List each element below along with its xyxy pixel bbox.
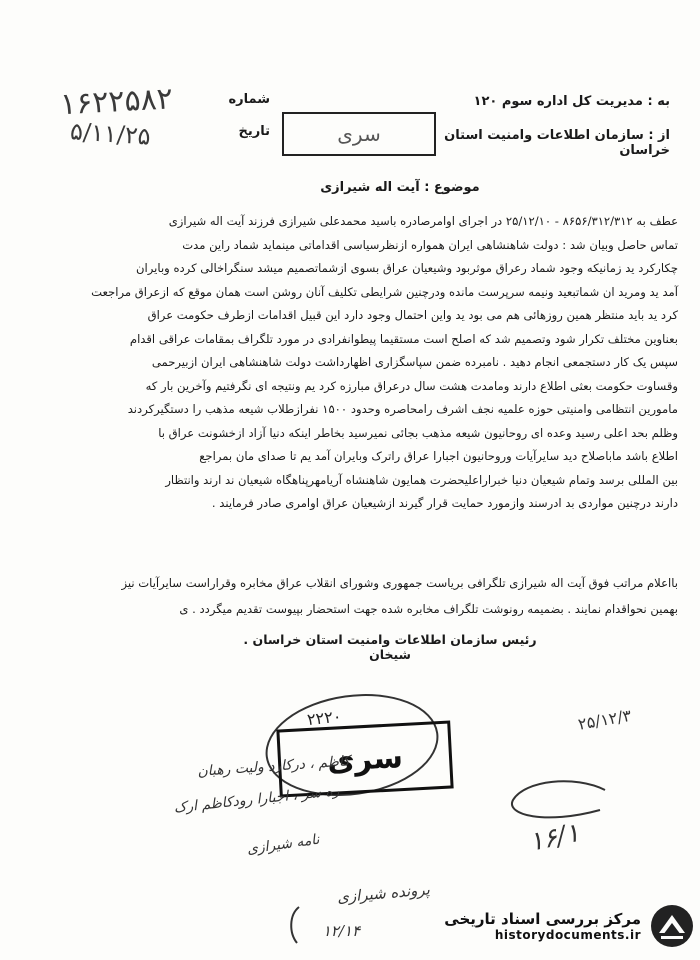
number-label: شماره	[228, 92, 270, 107]
handwritten-scribble-icon	[505, 770, 615, 830]
handwritten-mark-icon	[285, 905, 309, 945]
book-emblem-icon	[649, 903, 695, 949]
body-line: کرد ید باید منتظر همین روزهائی هم می بود ید واین احتمال وجود دارد این قبیل اقدامات ازطرف حکومت عراق	[147, 308, 678, 322]
body-line: تماس حاصل وبیان شد : دولت شاهنشاهی ایران همواره ازنظرسیاسی اقداماتی مینماید شماد راین مدت	[182, 237, 678, 252]
body-line: بعناوین مختلف تکرار شود وتصمیم شد که اصلح است مستقیما پیطوانفرادی در مورد تلگراف بمقامات عراقی اقدام	[129, 331, 678, 346]
handwritten-note: کاظم ، درکارد ولیت رهبان	[196, 753, 351, 780]
letter-closing	[22, 570, 678, 622]
body-line: سپس یک کار دستجمعی انجام دهید . نامبرده ضمن سپاسگزاری اظهارداشت دولت شاهنشاهی ایران ازبیرحمی	[151, 355, 678, 369]
classification-box: سری	[282, 112, 436, 156]
body-line: اطلاع باشد ماباصلاح دید سایرآیات وروحانیون اجبارا عراق راترک وبایران آمد یم تا صدای مان بمراجع	[199, 449, 678, 463]
body-line: دارند درچنین مواردی بد ادرسند وازمورد حمایت قرار گیرند ازشیعیان عراق اوامری صادر فرمایند .	[211, 496, 678, 510]
archive-watermark	[430, 898, 695, 954]
body-line: وقساوت حکومت بعثی اطلاع دارند ومامدت هشت سال درعراق مبارزه کرد یم ونتیجه ای نگرفتیم وآخرین بار که	[145, 378, 678, 393]
handwritten-note: نامه شیرازی	[245, 831, 321, 858]
signature-line: رئیس سازمان اطلاعات وامنیت استان خراسان . شیخان	[243, 632, 537, 662]
letter-body	[22, 210, 678, 516]
body-line: مامورین انتظامی وامنیتی حوزه علمیه نجف اشرف رامحاصره وحدود ۱۵۰۰ نفرازطلاب شیعه مذهب را دستگیرکردند	[127, 402, 678, 416]
handwritten-note: ۱۶/۱	[526, 818, 583, 858]
handwritten-document-date: ۵/۱۱/۲۵	[69, 117, 152, 151]
handwritten-date: ۲۵/۱۲/۳	[576, 705, 633, 734]
body-line: بین المللی برسد وتمام شیعیان دنیا خبراراعلیحضرت همایون شاهنشاه آریامهرپناهگاه شیعیان ند ارند وانتظار	[165, 472, 678, 487]
watermark-url: historydocuments.ir	[494, 928, 641, 942]
recipient-line: به : مدیریت کل اداره سوم ۱۲۰	[473, 94, 670, 109]
handwritten-note: ره سر ، اجبارا رودکاظم ارک	[173, 783, 341, 817]
handwritten-note: ۱۲/۱۴	[322, 922, 360, 940]
secret-stamp: سری	[276, 720, 453, 797]
subject-line: موضوع : آیت اله شیرازی	[320, 180, 480, 195]
closing-line: بهمین نحواقدام نمایند . بضمیمه رونوشت تلگراف مخابره شده جهت استحضار بپیوست تقدیم میگردد . ی	[179, 602, 678, 616]
stamp-number: ۲۲۲۰	[306, 706, 343, 730]
body-line: آمد ید ومرید ان شماتبعید ونیمه سرپرست مانده ودرچنین شرایطی تکلیف آنان روشن است همان موقع که ازعراق مراجعت	[91, 284, 678, 299]
watermark-text	[444, 910, 641, 942]
body-line: چکارکرد ید زمانیکه وجود شماد رعراق موثربود وشیعیان عراق بسوی ازشماتصمیم میشد سنگراخالی کرده وبایران	[136, 261, 678, 275]
handwritten-note: پرونده شیرازی	[336, 880, 431, 907]
date-label: تاریخ	[238, 124, 270, 139]
handwritten-document-number: ۱۶۲۲۵۸۲	[59, 81, 174, 123]
body-line: عطف به ۸۶۵۶/۳۱۲/۳۱۲ - ۲۵/۱۲/۱۰ در اجرای اوامرصادره باسید محمدعلی شیرازی فرزند آیت اله شیرازی	[168, 214, 678, 228]
watermark-title: مرکز بررسی اسناد تاریخی	[444, 910, 641, 928]
body-line: وظلم بحد اعلی رسید وعده ای روحانیون شیعه مذهب بجائی نمیرسید بخاطر اینکه دنیا آزاد ازخشونت عراق با	[158, 425, 678, 440]
sender-line: از : سازمان اطلاعات وامنیت استان خراسان	[444, 128, 670, 158]
closing-line: بااعلام مراتب فوق آیت اله شیرازی تلگرافی بریاست جمهوری وشورای انقلاب عراق مخابره وقراراست سایرآیات نیز	[121, 576, 678, 590]
